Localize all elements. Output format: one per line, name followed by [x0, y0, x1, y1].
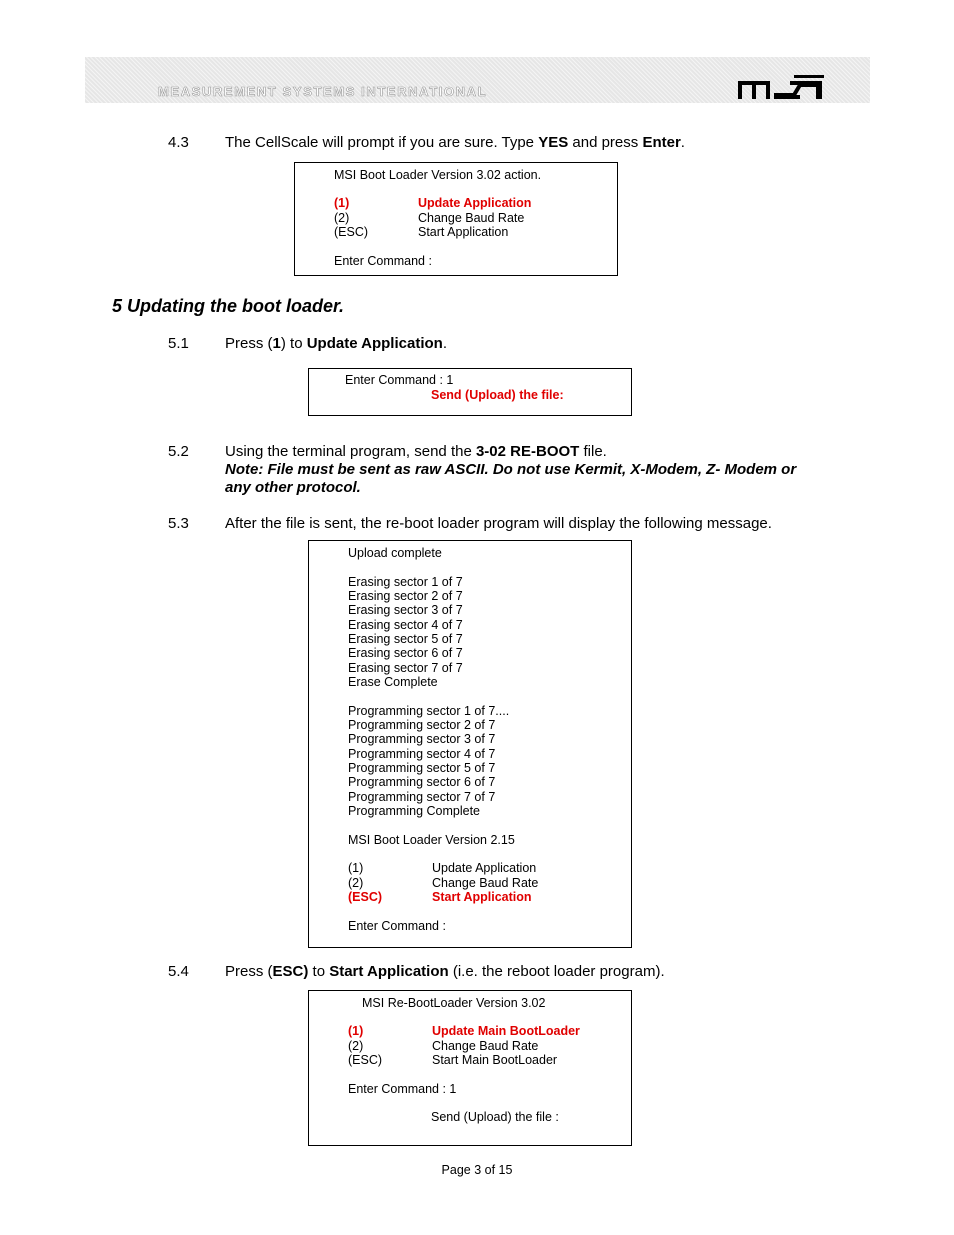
option-key: (2) — [334, 211, 350, 225]
terminal-prompt: Enter Command : — [334, 254, 432, 268]
company-name: MEASUREMENT SYSTEMS INTERNATIONAL — [158, 84, 488, 99]
programming-line: Programming sector 3 of 7 — [348, 732, 496, 746]
programming-line: Programming Complete — [348, 804, 480, 818]
erasing-line: Erasing sector 4 of 7 — [348, 618, 463, 632]
step-number: 5.3 — [168, 515, 189, 532]
step-4-3-text: The CellScale will prompt if you are sure. Type YES and press Enter. — [225, 134, 685, 151]
erasing-line: Erasing sector 1 of 7 — [348, 575, 463, 589]
terminal-prompt: Enter Command : 1 — [345, 373, 454, 387]
option-label: Change Baud Rate — [418, 211, 525, 225]
step-number: 5.2 — [168, 443, 189, 460]
erasing-line: Erasing sector 6 of 7 — [348, 646, 463, 660]
erasing-line: Erasing sector 7 of 7 — [348, 661, 463, 675]
upload-complete: Upload complete — [348, 546, 442, 560]
erasing-line: Erasing sector 5 of 7 — [348, 632, 463, 646]
option-label: Start Main BootLoader — [432, 1053, 558, 1067]
programming-line: Programming sector 7 of 7 — [348, 790, 496, 804]
terminal-title: MSI Re-BootLoader Version 3.02 — [362, 996, 546, 1010]
section-title: 5 Updating the boot loader. — [112, 296, 345, 316]
send-file-message: Send (Upload) the file: — [431, 388, 564, 402]
terminal-prompt: Enter Command : — [348, 919, 446, 933]
option-key: (1) — [334, 196, 350, 210]
erasing-line: Erasing sector 2 of 7 — [348, 589, 463, 603]
step-5-2-text: Using the terminal program, send the 3-02 RE-BOOT file. — [225, 443, 607, 460]
option-label: Change Baud Rate — [432, 876, 539, 890]
step-number: 5.4 — [168, 963, 189, 980]
erasing-line: Erase Complete — [348, 675, 438, 689]
option-label: Update Application — [432, 861, 537, 875]
step-5-1-text: Press (1) to Update Application. — [225, 335, 447, 352]
step-number: 4.3 — [168, 134, 189, 151]
step-5-3-text: After the file is sent, the re-boot loader program will display the following message. — [225, 515, 772, 532]
option-key: (ESC) — [348, 1053, 383, 1067]
option-label: Start Application — [418, 225, 509, 239]
option-label: Change Baud Rate — [432, 1039, 539, 1053]
terminal-prompt: Enter Command : 1 — [348, 1082, 457, 1096]
option-key: (2) — [348, 876, 364, 890]
note-line-2: any other protocol. — [225, 479, 361, 496]
programming-line: Programming sector 4 of 7 — [348, 747, 496, 761]
programming-line: Programming sector 5 of 7 — [348, 761, 496, 775]
option-label: Update Application — [418, 196, 532, 210]
option-key: (1) — [348, 861, 364, 875]
programming-line: Programming sector 6 of 7 — [348, 775, 496, 789]
programming-line: Programming sector 1 of 7.... — [348, 704, 510, 718]
step-5-4-text: Press (ESC) to Start Application (i.e. the reboot loader program). — [225, 963, 665, 980]
erasing-line: Erasing sector 3 of 7 — [348, 603, 463, 617]
step-number: 5.1 — [168, 335, 189, 352]
terminal-title: MSI Boot Loader Version 3.02 action. — [334, 168, 542, 182]
terminal-title: MSI Boot Loader Version 2.15 — [348, 833, 515, 847]
page-number: Page 3 of 15 — [441, 1163, 513, 1177]
option-key: (2) — [348, 1039, 364, 1053]
send-file-message: Send (Upload) the file : — [431, 1110, 559, 1124]
note-line-1: Note: File must be sent as raw ASCII. Do not use Kermit, X-Modem, Z- Modem or — [225, 461, 797, 478]
programming-line: Programming sector 2 of 7 — [348, 718, 496, 732]
msi-logo-icon — [738, 75, 824, 99]
option-label: Update Main BootLoader — [432, 1024, 580, 1038]
option-key: (ESC) — [348, 890, 383, 904]
option-key: (1) — [348, 1024, 364, 1038]
option-label: Start Application — [432, 890, 532, 904]
option-key: (ESC) — [334, 225, 369, 239]
